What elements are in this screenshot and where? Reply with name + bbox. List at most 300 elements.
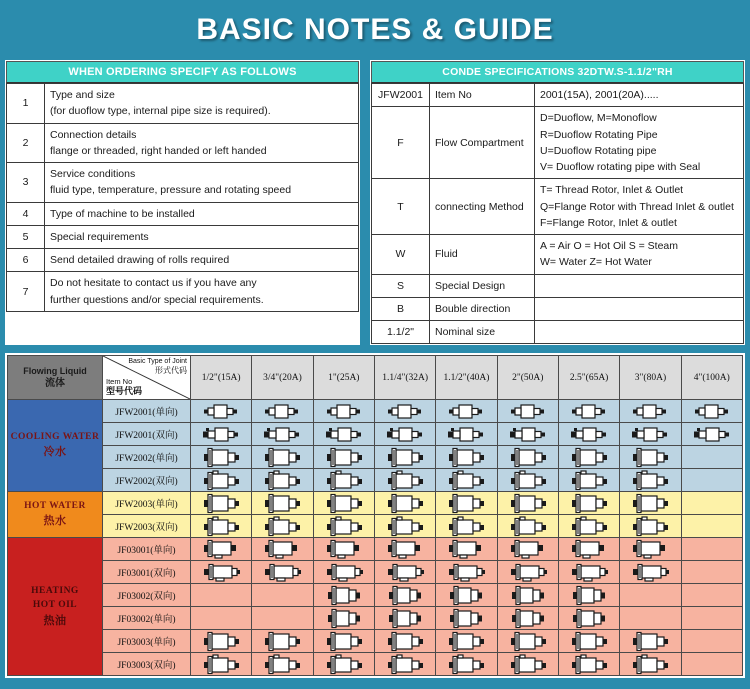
diag-tr-en: Basic Type of Joint [128, 358, 187, 365]
matrix-model-label: JFW2001(双向) [103, 423, 191, 446]
matrix-model-label: JF03001(单向) [103, 538, 191, 561]
spec-description [535, 297, 744, 320]
joint-icon-type-a [689, 401, 735, 422]
diagonal-bottom-left-label [106, 378, 142, 397]
matrix-cell-available [497, 653, 558, 676]
joint-icon-type-g [505, 585, 551, 606]
joint-icon-type-e [321, 539, 367, 560]
group-cn: 冷水 [43, 446, 67, 459]
spec-row [372, 235, 744, 275]
matrix-cell-available [436, 584, 497, 607]
spec-code: B [372, 297, 430, 320]
group-en-1: HEATING [31, 586, 79, 596]
ordering-row-line2: flange or threaded, right handed or left handed [50, 144, 267, 157]
joint-icon-type-g [321, 585, 367, 606]
matrix-size-header: 2"(50A) [497, 356, 558, 400]
joint-icon-type-c [382, 447, 428, 468]
joint-icon-type-d [443, 654, 489, 675]
page-title-bar [0, 0, 750, 60]
group-cn: 热水 [43, 515, 67, 528]
spec-table [371, 83, 744, 344]
joint-icon-type-b [443, 424, 489, 445]
matrix-cell-empty [620, 584, 681, 607]
ordering-row-line1: Send detailed drawing of rolls required [50, 254, 230, 267]
joint-icon-type-d [382, 516, 428, 537]
matrix-cell-available [620, 538, 681, 561]
joint-icon-type-b [566, 424, 612, 445]
matrix-size-header: 4"(100A) [681, 356, 742, 400]
matrix-cell-empty [681, 630, 742, 653]
matrix-cell-empty [191, 607, 252, 630]
matrix-cell-available [313, 584, 374, 607]
matrix-cell-available [436, 630, 497, 653]
joint-icon-type-f [566, 562, 612, 583]
matrix-cell-available [374, 400, 435, 423]
joint-icon-type-d [382, 654, 428, 675]
joint-icon-type-f [259, 562, 305, 583]
matrix-cell-available [252, 469, 313, 492]
matrix-group-label [8, 538, 103, 676]
matrix-group-label [8, 492, 103, 538]
joint-icon-type-d [198, 654, 244, 675]
joint-icon-type-d [443, 516, 489, 537]
joint-icon-type-e [566, 539, 612, 560]
joint-icon-type-f [627, 562, 673, 583]
ordering-row [7, 163, 359, 203]
matrix-cell-available [313, 400, 374, 423]
matrix-cell-available [558, 446, 619, 469]
diag-bl-cn: 型号代码 [106, 386, 143, 397]
ordering-row-text [45, 123, 359, 163]
matrix-cell-empty [681, 653, 742, 676]
matrix-cell-available [313, 515, 374, 538]
matrix-cell-available [252, 423, 313, 446]
joint-icon-type-d [566, 654, 612, 675]
spec-code: T [372, 179, 430, 235]
matrix-cell-available [313, 561, 374, 584]
matrix-cell-available [191, 423, 252, 446]
matrix-cell-available [497, 515, 558, 538]
joint-icon-type-d [566, 470, 612, 491]
matrix-cell-available [558, 653, 619, 676]
matrix-cell-available [558, 584, 619, 607]
matrix-cell-available [252, 538, 313, 561]
matrix-group-label [8, 400, 103, 492]
joint-icon-type-c [259, 493, 305, 514]
matrix-cell-available [191, 492, 252, 515]
page-title: BASIC NOTES & GUIDE [196, 13, 554, 46]
ordering-row [7, 249, 359, 272]
ordering-row [7, 84, 359, 124]
group-cn: 热油 [43, 614, 67, 627]
matrix-row [8, 561, 743, 584]
ordering-row-line1: Type of machine to be installed [50, 207, 195, 220]
matrix-cell-available [374, 630, 435, 653]
spec-code: F [372, 107, 430, 179]
matrix-cell-empty [681, 538, 742, 561]
matrix-cell-empty [252, 584, 313, 607]
spec-name: Bouble direction [430, 297, 535, 320]
matrix-cell-available [313, 446, 374, 469]
matrix-cell-empty [191, 584, 252, 607]
matrix-cell-available [620, 561, 681, 584]
joint-icon-type-f [198, 562, 244, 583]
matrix-cell-available [436, 423, 497, 446]
joint-icon-type-c [259, 631, 305, 652]
ordering-row-line1: Type and size [50, 89, 115, 101]
matrix-row [8, 584, 743, 607]
joint-icon-type-f [505, 562, 551, 583]
spec-description-line: Q=Flange Rotor with Thread Inlet & outlet [540, 200, 734, 213]
matrix-row [8, 400, 743, 423]
spec-description [535, 107, 744, 179]
joint-icon-type-e [505, 539, 551, 560]
matrix-cell-available [436, 515, 497, 538]
joint-icon-type-c [321, 631, 367, 652]
spec-panel [370, 60, 745, 345]
spec-description-line: V= Duoflow rotating pipe with Seal [540, 161, 701, 174]
spec-description [535, 235, 744, 275]
spec-name: connecting Method [430, 179, 535, 235]
matrix-cell-available [252, 561, 313, 584]
matrix-cell-available [436, 446, 497, 469]
joint-icon-type-g [382, 585, 428, 606]
matrix-model-label: JFW2001(单向) [103, 400, 191, 423]
ordering-row-number: 6 [7, 249, 45, 272]
top-panels [0, 60, 750, 345]
spec-description-line: T= Thread Rotor, Inlet & Outlet [540, 184, 684, 197]
matrix-cell-available [252, 400, 313, 423]
joint-icon-type-d [321, 654, 367, 675]
matrix-cell-available [497, 423, 558, 446]
corner-en: Flowing Liquid [23, 365, 87, 376]
joint-icon-type-g [566, 608, 612, 629]
joint-icon-type-d [505, 516, 551, 537]
joint-icon-type-g [443, 585, 489, 606]
joint-icon-type-c [505, 631, 551, 652]
joint-icon-type-b [259, 424, 305, 445]
joint-icon-type-c [627, 447, 673, 468]
matrix-cell-available [313, 469, 374, 492]
matrix-model-label: JFW2002(单向) [103, 446, 191, 469]
matrix-cell-empty [681, 561, 742, 584]
corner-cn: 流体 [45, 377, 65, 389]
ordering-row [7, 202, 359, 225]
joint-icon-type-c [443, 631, 489, 652]
matrix-model-label: JF03001(双向) [103, 561, 191, 584]
matrix-row [8, 446, 743, 469]
matrix-cell-available [620, 630, 681, 653]
matrix-cell-available [497, 446, 558, 469]
joint-icon-type-c [321, 447, 367, 468]
matrix-cell-available [497, 584, 558, 607]
joint-icon-type-a [198, 401, 244, 422]
joint-icon-type-c [382, 493, 428, 514]
joint-icon-type-b [382, 424, 428, 445]
matrix-cell-available [313, 492, 374, 515]
joint-icon-type-c [627, 631, 673, 652]
joint-icon-type-a [321, 401, 367, 422]
joint-icon-type-d [259, 516, 305, 537]
spec-row [372, 107, 744, 179]
ordering-row-line2: (for duoflow type, internal pipe size is required). [50, 105, 271, 118]
matrix-cell-available [620, 446, 681, 469]
joint-icon-type-c [566, 631, 612, 652]
spec-row [372, 274, 744, 297]
matrix-cell-available [620, 469, 681, 492]
product-matrix [7, 355, 743, 676]
matrix-row [8, 607, 743, 630]
joint-icon-type-c [566, 447, 612, 468]
spec-code: 1.1/2" [372, 321, 430, 344]
matrix-cell-available [374, 423, 435, 446]
matrix-cell-available [191, 446, 252, 469]
spec-description [535, 321, 744, 344]
matrix-model-label: JFW2003(双向) [103, 515, 191, 538]
ordering-row [7, 225, 359, 248]
product-matrix-wrap [5, 353, 745, 678]
matrix-cell-available [558, 607, 619, 630]
joint-icon-type-d [382, 470, 428, 491]
matrix-cell-available [558, 423, 619, 446]
matrix-cell-available [252, 446, 313, 469]
spec-description-line [540, 278, 738, 294]
spec-name: Item No [430, 84, 535, 107]
spec-code: S [372, 274, 430, 297]
matrix-row [8, 630, 743, 653]
ordering-row [7, 123, 359, 163]
matrix-cell-available [374, 584, 435, 607]
joint-icon-type-d [198, 470, 244, 491]
matrix-cell-empty [681, 469, 742, 492]
matrix-cell-empty [681, 492, 742, 515]
matrix-cell-available [374, 538, 435, 561]
ordering-row-line1: Special requirements [50, 230, 149, 243]
matrix-cell-available [558, 515, 619, 538]
matrix-cell-available [436, 400, 497, 423]
matrix-cell-available [497, 607, 558, 630]
matrix-corner-flowing-liquid [8, 356, 103, 400]
joint-icon-type-c [443, 493, 489, 514]
matrix-cell-available [436, 607, 497, 630]
joint-icon-type-g [566, 585, 612, 606]
spec-row [372, 179, 744, 235]
spec-description-line: R=Duoflow Rotating Pipe [540, 128, 658, 141]
spec-description-line [540, 324, 738, 340]
joint-icon-type-d [566, 516, 612, 537]
matrix-cell-available [313, 538, 374, 561]
joint-icon-type-e [259, 539, 305, 560]
joint-icon-type-d [259, 654, 305, 675]
matrix-cell-available [681, 400, 742, 423]
joint-icon-type-c [198, 447, 244, 468]
matrix-cell-available [374, 561, 435, 584]
joint-icon-type-b [505, 424, 551, 445]
joint-icon-type-b [627, 424, 673, 445]
matrix-cell-available [436, 469, 497, 492]
joint-icon-type-g [321, 608, 367, 629]
matrix-cell-empty [681, 607, 742, 630]
joint-icon-type-g [382, 608, 428, 629]
matrix-cell-available [313, 423, 374, 446]
joint-icon-type-a [627, 401, 673, 422]
spec-row [372, 321, 744, 344]
joint-icon-type-f [321, 562, 367, 583]
matrix-row [8, 423, 743, 446]
matrix-cell-empty [620, 607, 681, 630]
matrix-model-label: JFW2003(单向) [103, 492, 191, 515]
matrix-cell-available [313, 607, 374, 630]
joint-icon-type-c [321, 493, 367, 514]
matrix-cell-empty [681, 515, 742, 538]
spec-description-line: A = Air O = Hot Oil S = Steam [540, 240, 679, 253]
spec-description-line: U=Duoflow Rotating pipe [540, 144, 657, 157]
joint-icon-type-g [505, 608, 551, 629]
matrix-cell-available [620, 400, 681, 423]
ordering-row-number: 7 [7, 272, 45, 312]
matrix-cell-available [497, 469, 558, 492]
matrix-cell-available [252, 515, 313, 538]
joint-icon-type-c [505, 447, 551, 468]
spec-description [535, 274, 744, 297]
matrix-cell-available [436, 492, 497, 515]
ordering-row-number: 5 [7, 225, 45, 248]
ordering-row-text [45, 163, 359, 203]
matrix-cell-available [436, 538, 497, 561]
matrix-cell-available [681, 423, 742, 446]
joint-icon-type-c [443, 447, 489, 468]
spec-description-line: W= Water Z= Hot Water [540, 256, 652, 269]
matrix-cell-empty [681, 446, 742, 469]
joint-icon-type-a [566, 401, 612, 422]
matrix-cell-available [313, 653, 374, 676]
matrix-cell-available [497, 400, 558, 423]
joint-icon-type-f [382, 562, 428, 583]
joint-icon-type-f [443, 562, 489, 583]
joint-icon-type-c [259, 447, 305, 468]
joint-icon-type-d [627, 654, 673, 675]
matrix-row [8, 492, 743, 515]
joint-icon-type-d [198, 516, 244, 537]
joint-icon-type-b [198, 424, 244, 445]
matrix-cell-available [558, 561, 619, 584]
joint-icon-type-c [566, 493, 612, 514]
ordering-row-number: 1 [7, 84, 45, 124]
matrix-cell-available [252, 492, 313, 515]
matrix-cell-available [436, 653, 497, 676]
spec-row [372, 84, 744, 107]
matrix-size-header: 1.1/2"(40A) [436, 356, 497, 400]
matrix-cell-available [374, 653, 435, 676]
matrix-cell-available [191, 400, 252, 423]
joint-icon-type-b [321, 424, 367, 445]
spec-name: Fluid [430, 235, 535, 275]
diag-bl-en: Item No [106, 376, 133, 386]
spec-panel-header: CONDE SPECIFICATIONS 32DTW.S-1.1/2"RH [371, 61, 744, 83]
ordering-row-number: 2 [7, 123, 45, 163]
joint-icon-type-e [443, 539, 489, 560]
ordering-row-line2: further questions and/or special requirements. [50, 293, 264, 306]
joint-icon-type-e [198, 539, 244, 560]
spec-name: Special Design [430, 274, 535, 297]
spec-name: Flow Compartment [430, 107, 535, 179]
matrix-size-header: 3"(80A) [620, 356, 681, 400]
matrix-cell-available [191, 561, 252, 584]
matrix-size-header: 2.5"(65A) [558, 356, 619, 400]
ordering-row-number: 4 [7, 202, 45, 225]
diagonal-top-right-label [128, 358, 187, 376]
spec-description-line: 2001(15A), 2001(20A)..... [540, 89, 659, 101]
spec-description-line: F=Flange Rotor, Inlet & outlet [540, 216, 677, 229]
joint-icon-type-d [627, 470, 673, 491]
matrix-size-header: 1.1/4"(32A) [374, 356, 435, 400]
spec-description-line: D=Duoflow, M=Monoflow [540, 112, 657, 125]
ordering-row-text [45, 272, 359, 312]
matrix-cell-available [620, 492, 681, 515]
ordering-row-text [45, 225, 359, 248]
spec-name: Nominal size [430, 321, 535, 344]
matrix-cell-available [252, 653, 313, 676]
ordering-row-text [45, 84, 359, 124]
ordering-row-text [45, 249, 359, 272]
matrix-row [8, 538, 743, 561]
spec-code: JFW2001 [372, 84, 430, 107]
ordering-row-line2: fluid type, temperature, pressure and rotating speed [50, 184, 292, 197]
joint-icon-type-a [259, 401, 305, 422]
matrix-cell-available [252, 630, 313, 653]
matrix-diagonal-header [103, 356, 191, 400]
matrix-model-label: JF03002(单向) [103, 607, 191, 630]
matrix-cell-available [620, 515, 681, 538]
spec-row [372, 297, 744, 320]
joint-icon-type-d [443, 470, 489, 491]
matrix-cell-empty [252, 607, 313, 630]
spec-description-line [540, 301, 738, 317]
joint-icon-type-d [505, 654, 551, 675]
matrix-cell-available [497, 561, 558, 584]
matrix-cell-available [558, 538, 619, 561]
matrix-cell-empty [681, 584, 742, 607]
matrix-cell-available [620, 653, 681, 676]
ordering-panel-header: WHEN ORDERING SPECIFY AS FOLLOWS [6, 61, 359, 83]
joint-icon-type-e [382, 539, 428, 560]
matrix-cell-available [497, 630, 558, 653]
joint-icon-type-a [443, 401, 489, 422]
group-en-2: HOT OIL [32, 600, 78, 611]
spec-description [535, 84, 744, 107]
matrix-cell-available [558, 630, 619, 653]
ordering-row-number: 3 [7, 163, 45, 203]
matrix-model-label: JF03002(双向) [103, 584, 191, 607]
ordering-row-line1: Service conditions [50, 168, 136, 181]
joint-icon-type-e [627, 539, 673, 560]
joint-icon-type-c [505, 493, 551, 514]
matrix-cell-available [191, 515, 252, 538]
matrix-cell-available [558, 492, 619, 515]
spec-description [535, 179, 744, 235]
matrix-cell-available [313, 630, 374, 653]
matrix-cell-available [374, 515, 435, 538]
matrix-cell-available [374, 469, 435, 492]
joint-icon-type-b [689, 424, 735, 445]
spec-code: W [372, 235, 430, 275]
diag-tr-cn: 形式代码 [155, 366, 187, 376]
matrix-cell-available [497, 492, 558, 515]
joint-icon-type-c [198, 631, 244, 652]
ordering-row-line1: Do not hesitate to contact us if you have any [50, 277, 257, 290]
group-en-1: HOT WATER [24, 501, 86, 512]
ordering-row-line1: Connection details [50, 128, 137, 141]
